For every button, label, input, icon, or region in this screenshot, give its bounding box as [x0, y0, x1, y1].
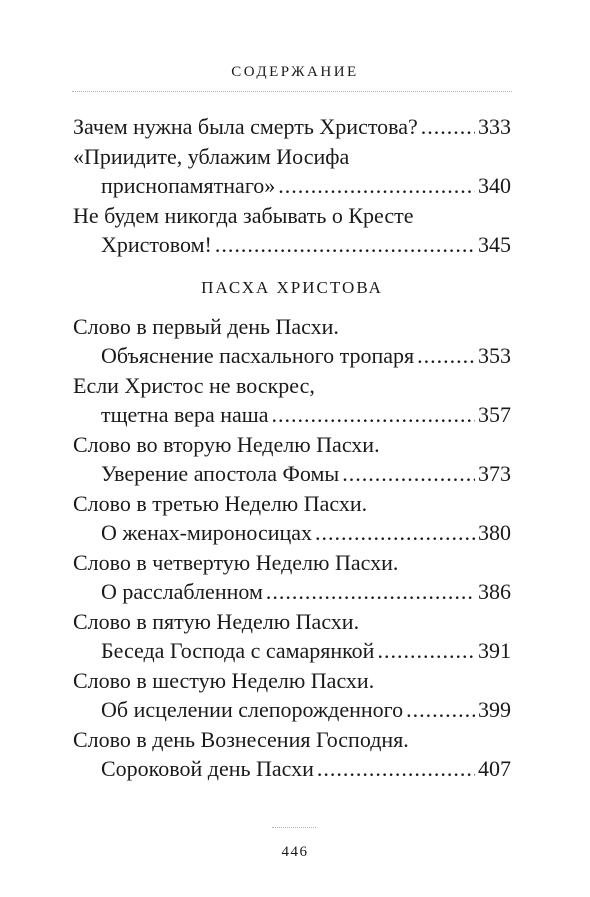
- toc-entry-line: Если Христос не воскрес,: [73, 372, 315, 398]
- dot-leader: [417, 341, 475, 371]
- toc-entry-page: 407: [478, 756, 511, 781]
- toc-entry-last-line: [73, 754, 511, 784]
- toc-entry-title: Сороковой день Пасхи: [101, 756, 314, 781]
- toc-entry-page: 340: [478, 173, 511, 198]
- toc-entry-title: Зачем нужна была смерть Христова?: [73, 114, 418, 139]
- header-divider: [72, 91, 512, 92]
- dot-leader: [215, 230, 475, 260]
- toc-entries-before-section: [73, 112, 511, 260]
- toc-entry-title: Об исцелении слепорожденного: [101, 697, 404, 722]
- toc-entry-title: Объяснение пасхального тропаря: [101, 343, 415, 368]
- toc-entry-line: Не будем никогда забывать о Кресте: [73, 202, 414, 228]
- running-head: СОДЕРЖАНИЕ: [231, 64, 359, 80]
- toc-entry-page: 380: [478, 520, 511, 545]
- toc-entry: [73, 371, 511, 430]
- toc-entry-last-line: [73, 230, 511, 260]
- dot-leader: [377, 636, 475, 666]
- section-title: ПАСХА ХРИСТОВА: [201, 277, 383, 297]
- dot-leader: [266, 577, 475, 607]
- toc-entry-last-line: [73, 400, 511, 430]
- toc-entry-last-line: [73, 518, 511, 548]
- toc-entry-last-line: [73, 577, 511, 607]
- toc-entry-line: Слово в первый день Пасхи.: [73, 313, 339, 339]
- toc-entry-title: Уверение апостола Фомы: [101, 461, 340, 486]
- dot-leader: [317, 754, 475, 784]
- toc-entry-line: Слово в день Вознесения Господня.: [73, 726, 409, 752]
- toc-entry-last-line: [73, 459, 511, 489]
- toc-entry-last-line: [73, 695, 511, 725]
- toc-entry: [73, 312, 511, 371]
- dot-leader: [342, 459, 475, 489]
- toc-entry-title: приснопамятнаго»: [101, 173, 276, 198]
- dot-leader: [272, 400, 475, 430]
- dot-leader: [315, 518, 475, 548]
- toc-section-entries: [73, 312, 511, 784]
- toc-entry: [73, 489, 511, 548]
- dot-leader: [278, 171, 475, 201]
- toc-entry: [73, 201, 511, 260]
- page-number: 446: [281, 844, 309, 860]
- toc-entry: [73, 725, 511, 784]
- toc-entry-page: 391: [478, 638, 511, 663]
- toc-entry-line: Слово в четвертую Неделю Пасхи.: [73, 549, 399, 575]
- toc-entry-title: Беседа Господа с самарянкой: [101, 638, 375, 663]
- toc-entry-line: Слово в шестую Неделю Пасхи.: [73, 667, 375, 693]
- toc-entry: [73, 430, 511, 489]
- toc-entry-page: 357: [478, 402, 511, 427]
- footer-divider: [272, 827, 316, 828]
- toc-entry: [73, 112, 511, 142]
- toc-entry-page: 373: [478, 461, 511, 486]
- toc-entry: [73, 142, 511, 201]
- toc-entry-page: 345: [478, 232, 511, 257]
- toc-entry: [73, 607, 511, 666]
- toc-entry-line: Слово во вторую Неделю Пасхи.: [73, 431, 380, 457]
- toc-entry-page: 399: [478, 697, 511, 722]
- toc-entry-last-line: [73, 636, 511, 666]
- toc-entry-page: 353: [478, 343, 511, 368]
- dot-leader: [421, 112, 475, 142]
- toc-entry-page: 386: [478, 579, 511, 604]
- toc-entry: [73, 548, 511, 607]
- toc-entry-title: О женах-мироносицах: [101, 520, 313, 545]
- toc-entry: [73, 666, 511, 725]
- toc-entry-line: Слово в третью Неделю Пасхи.: [73, 490, 368, 516]
- toc-entry-title: Христовом!: [101, 232, 212, 257]
- toc-entry-title: О расслабленном: [101, 579, 263, 604]
- toc-entry-page: 333: [478, 114, 511, 139]
- toc-entry-line: Слово в пятую Неделю Пасхи.: [73, 608, 360, 634]
- toc-entry-last-line: [73, 171, 511, 201]
- toc-entry-last-line: [73, 112, 511, 142]
- toc-entry-last-line: [73, 341, 511, 371]
- table-of-contents: [73, 112, 511, 784]
- toc-entry-title: тщетна вера наша: [101, 402, 269, 427]
- dot-leader: [406, 695, 475, 725]
- toc-entry-line: «Приидите, ублажим Иосифа: [73, 143, 350, 169]
